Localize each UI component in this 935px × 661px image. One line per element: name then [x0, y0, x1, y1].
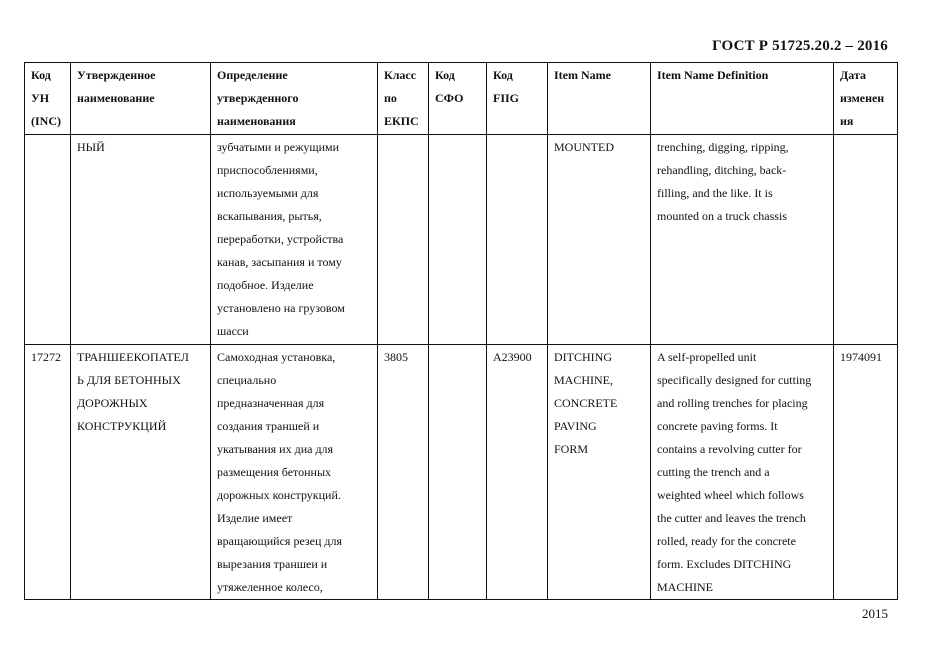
cell-change-date: 1974091 — [834, 345, 898, 600]
cell-ekps-class — [378, 135, 429, 345]
col-header-definition: Определение утвержденного наименования — [211, 63, 378, 135]
col-header-change-date: Дата изменен ия — [834, 63, 898, 135]
table-header-row — [25, 63, 898, 135]
col-header-item-name: Item Name — [548, 63, 651, 135]
cell-change-date — [834, 135, 898, 345]
cell-inc: 17272 — [25, 345, 71, 600]
cell-item-name: DITCHING MACHINE, CONCRETE PAVING FORM — [548, 345, 651, 600]
cell-ekps-class: 3805 — [378, 345, 429, 600]
col-header-sfo-code: Код СФО — [429, 63, 487, 135]
cell-fiig-code — [487, 135, 548, 345]
col-header-fiig-code: Код FIIG — [487, 63, 548, 135]
cell-definition: зубчатыми и режущими приспособлениями, используемыми для вскапывания, рытья, переработки, устройства канав, засыпания и тому подобное. Изделие установлено на грузовом шасси — [211, 135, 378, 345]
cell-item-name-definition: A self-propelled unit specifically designed for cutting and rolling trenches for placing concrete paving forms. It contains a revolving cutter for cutting the trench and a weighted wheel which follows the cutter and leaves the trench rolled, ready for the concrete form. Excludes DITCHING MACHINE — [651, 345, 834, 600]
cell-approved-name: НЫЙ — [71, 135, 211, 345]
table-row — [25, 345, 898, 600]
col-header-inc: Код УН (INC) — [25, 63, 71, 135]
document-standard-header: ГОСТ Р 51725.20.2 – 2016 — [712, 38, 888, 54]
cell-item-name-definition: trenching, digging, ripping, rehandling, ditching, back- filling, and the like. It is mounted on a truck chassis — [651, 135, 834, 345]
cell-inc — [25, 135, 71, 345]
inc-table — [24, 62, 898, 600]
cell-fiig-code: A23900 — [487, 345, 548, 600]
cell-definition: Самоходная установка, специально предназначенная для создания траншей и укатывания их диа для размещения бетонных дорожных конструкций. Изделие имеет вращающийся резец для вырезания траншеи и утяжеленное колесо, — [211, 345, 378, 600]
page-number: 2015 — [862, 606, 888, 621]
cell-sfo-code — [429, 345, 487, 600]
cell-item-name: MOUNTED — [548, 135, 651, 345]
col-header-item-name-definition: Item Name Definition — [651, 63, 834, 135]
cell-approved-name: ТРАНШЕЕКОПАТЕЛ Ь ДЛЯ БЕТОННЫХ ДОРОЖНЫХ КОНСТРУКЦИЙ — [71, 345, 211, 600]
cell-sfo-code — [429, 135, 487, 345]
table-row — [25, 135, 898, 345]
col-header-ekps-class: Класс по ЕКПС — [378, 63, 429, 135]
col-header-approved-name: Утвержденное наименование — [71, 63, 211, 135]
